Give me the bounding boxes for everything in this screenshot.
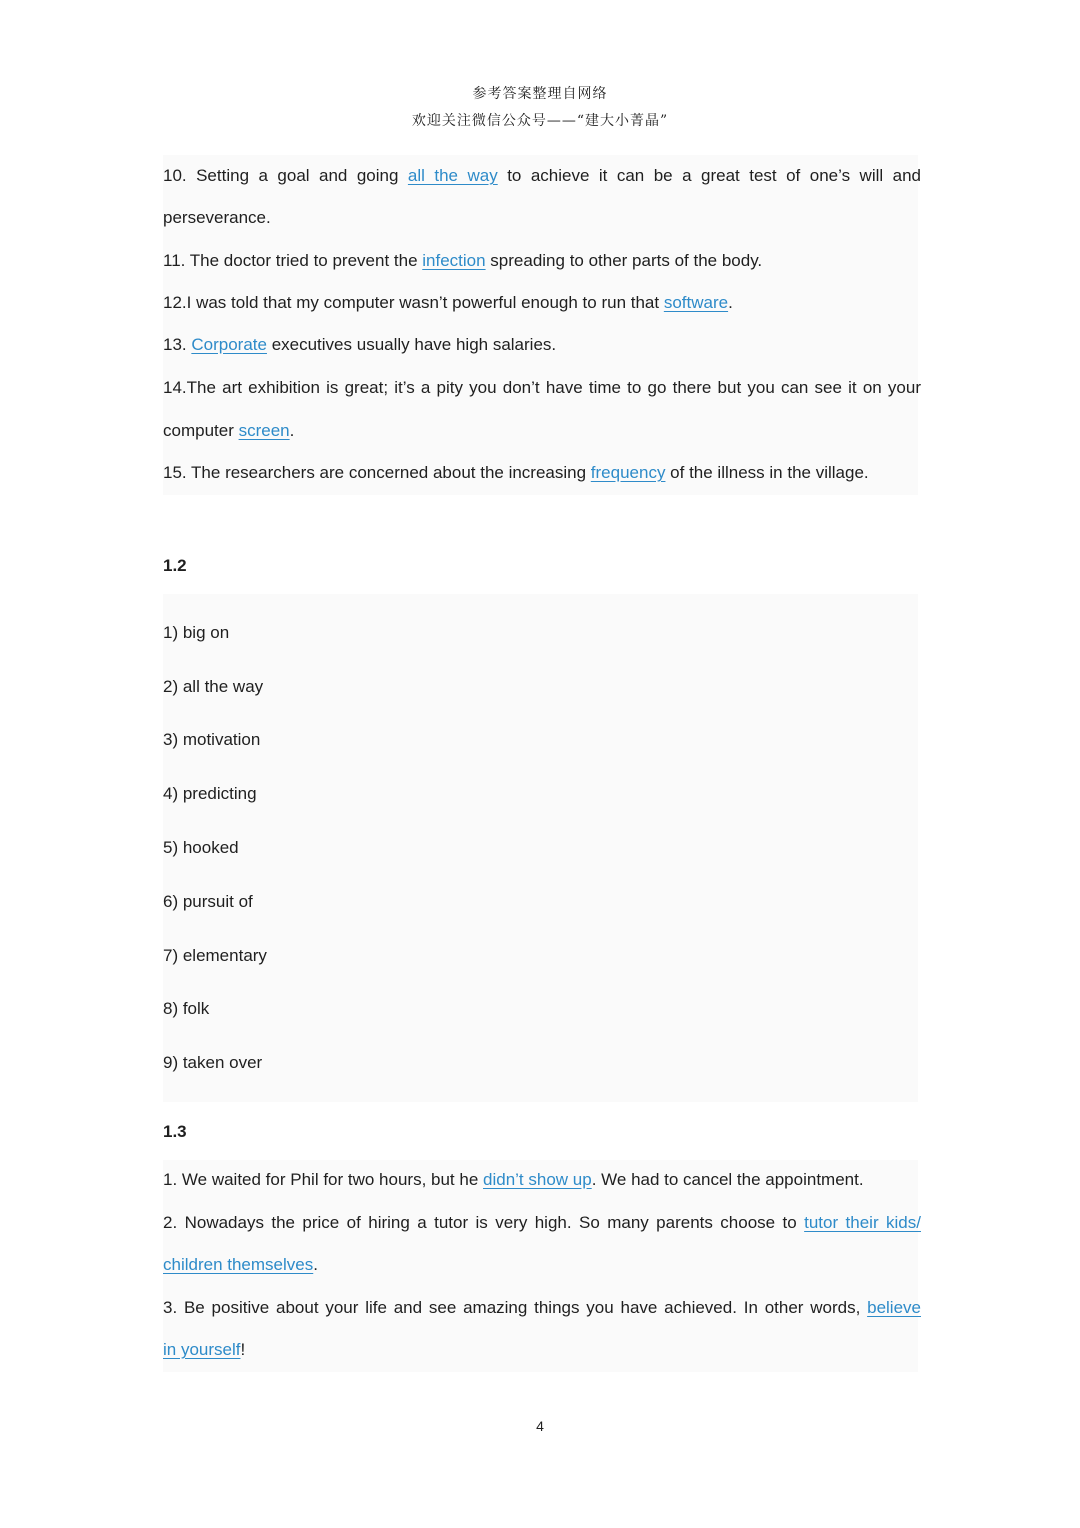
answer-screen: screen (238, 421, 290, 440)
s3-text-a: 3. Be positive about your life and see amazing things you have achieved. In other words, (163, 1298, 861, 1317)
answer-tutor-their-kids: tutor their kids/ (804, 1213, 921, 1232)
list-item: 6) pursuit of (163, 892, 253, 911)
answer-in-yourself: in yourself (163, 1340, 241, 1359)
sentence-14-text-c: . (289, 421, 295, 440)
section-heading-1-2: 1.2 (163, 556, 187, 575)
s3-text-b: ! (240, 1340, 246, 1359)
s1-text-b: . We had to cancel the appointment. (591, 1170, 864, 1189)
sentence-14-line-1: 14.The art exhibition is great; it’s a pity you don’t have time to go there but you can see it on your (163, 378, 921, 397)
sentence-10-text-b: to achieve it can be a great test of one’s will and (507, 166, 921, 185)
exercise-1-3-sentence-3-line-1 (163, 1296, 921, 1320)
sentence-13-text-b: executives usually have high salaries. (266, 335, 557, 354)
sentence-12-text-b: . (728, 293, 733, 312)
list-item: 2) all the way (163, 677, 264, 696)
sentence-10-line-1 (163, 164, 921, 188)
sentence-12-text-a: 12.I was told that my computer wasn’t powerful enough to run that (163, 293, 664, 312)
sentence-11 (163, 249, 921, 273)
s2-text-a: 2. Nowadays the price of hiring a tutor is very high. So many parents choose to (163, 1213, 797, 1232)
list-item: 4) predicting (163, 784, 257, 803)
section-heading-1-3: 1.3 (163, 1122, 187, 1141)
list-item: 9) taken over (163, 1053, 263, 1072)
answer-all-the-way: all the way (407, 166, 498, 185)
sentence-12 (163, 291, 921, 315)
header-line-1: 参考答案整理自网络 (472, 86, 608, 102)
s1-text-a: 1. We waited for Phil for two hours, but he (163, 1170, 484, 1189)
sentence-11-text-a: 11. The doctor tried to prevent the (163, 251, 423, 270)
header-line-2: 欢迎关注微信公众号——“建大小菁晶” (411, 113, 669, 129)
sentence-11-text-b: spreading to other parts of the body. (485, 251, 763, 270)
sentence-13-text-a: 13. (163, 335, 192, 354)
sentence-15 (163, 461, 921, 485)
list-item: 3) motivation (163, 730, 261, 749)
page-number: 4 (536, 1418, 544, 1434)
sentence-10-line-2: perseverance. (163, 208, 271, 227)
answer-frequency: frequency (590, 463, 666, 482)
answer-children-themselves: children themselves (163, 1255, 314, 1274)
list-item: 5) hooked (163, 838, 239, 857)
list-item: 8) folk (163, 999, 210, 1018)
list-item: 7) elementary (163, 946, 267, 965)
sentence-13 (163, 333, 921, 357)
answer-believe: believe (867, 1298, 921, 1317)
list-item: 1) big on (163, 623, 230, 642)
sentence-15-text-a: 15. The researchers are concerned about the increasing (163, 463, 591, 482)
s2-text-b: . (313, 1255, 318, 1274)
exercise-1-3-sentence-2-line-1 (163, 1211, 921, 1235)
answer-software: software (663, 293, 729, 312)
sentence-14-line-2 (163, 419, 921, 443)
exercise-1-3-sentence-2-line-2 (163, 1253, 921, 1277)
sentence-10-text-a: 10. Setting a goal and going (163, 166, 399, 185)
answer-didnt-show-up: didn’t show up (483, 1170, 592, 1189)
sentence-15-text-b: of the illness in the village. (665, 463, 869, 482)
exercise-1-3-sentence-1 (163, 1168, 921, 1192)
answer-corporate: Corporate (191, 335, 267, 354)
sentence-14-text-b: computer (163, 421, 239, 440)
answer-infection: infection (422, 251, 486, 270)
exercise-1-3-sentence-3-line-2 (163, 1338, 921, 1362)
